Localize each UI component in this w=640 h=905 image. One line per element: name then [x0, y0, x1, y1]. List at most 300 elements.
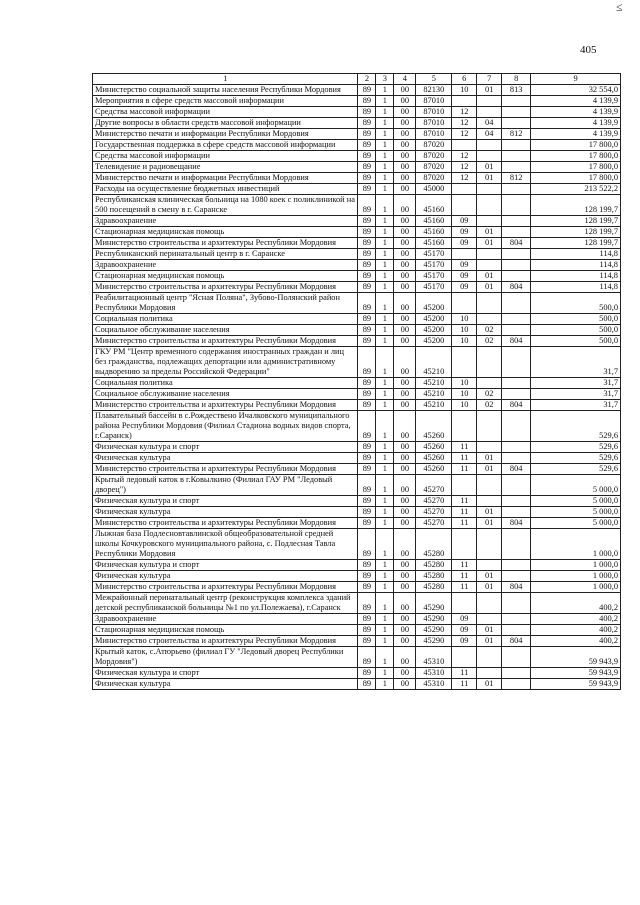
table-row	[93, 378, 621, 389]
item-name-cell: ГКУ РМ "Центр временного содержания иностранных граждан и лиц без гражданства, подлежащих депортации или административному выдворению за пределы Российской Федерации"	[93, 347, 358, 378]
target-code-cell: 45280	[416, 560, 452, 571]
item-name-cell: Министерство строительства и архитектуры Республики Мордовия	[93, 238, 358, 249]
table-row	[93, 614, 621, 625]
target-code-cell: 87010	[416, 118, 452, 129]
target-code-cell: 87010	[416, 129, 452, 140]
item-name-cell: Министерство строительства и архитектуры Республики Мордовия	[93, 582, 358, 593]
target-code-cell: 45200	[416, 314, 452, 325]
code-3-cell: 1	[376, 195, 394, 216]
ministry-code-cell	[502, 496, 531, 507]
subsection-code-cell: 02	[477, 400, 502, 411]
section-code-cell: 12	[452, 129, 477, 140]
amount-cell: 128 199,7	[531, 195, 621, 216]
section-code-cell: 10	[452, 336, 477, 347]
ministry-code-cell	[502, 614, 531, 625]
ministry-code-cell	[502, 96, 531, 107]
target-code-cell: 87020	[416, 162, 452, 173]
code-4-cell: 00	[394, 464, 416, 475]
section-code-cell: 09	[452, 216, 477, 227]
section-code-cell: 11	[452, 571, 477, 582]
target-code-cell: 45270	[416, 507, 452, 518]
section-code-cell	[452, 249, 477, 260]
code-4-cell: 00	[394, 582, 416, 593]
ministry-code-cell	[502, 442, 531, 453]
item-name-cell: Министерство социальной защиты населения Республики Мордовия	[93, 85, 358, 96]
item-name-cell: Физическая культура	[93, 679, 358, 690]
item-name-cell: Министерство печати и информации Республики Мордовия	[93, 173, 358, 184]
table-row	[93, 582, 621, 593]
subsection-code-cell: 02	[477, 336, 502, 347]
section-code-cell: 11	[452, 668, 477, 679]
subsection-code-cell: 04	[477, 118, 502, 129]
amount-cell: 4 139,9	[531, 118, 621, 129]
amount-cell: 1 000,0	[531, 571, 621, 582]
section-code-cell: 11	[452, 679, 477, 690]
item-name-cell: Другие вопросы в области средств массовой информации	[93, 118, 358, 129]
table-row	[93, 140, 621, 151]
code-2-cell: 89	[358, 107, 376, 118]
subsection-code-cell	[477, 96, 502, 107]
table-row	[93, 475, 621, 496]
amount-cell: 128 199,7	[531, 216, 621, 227]
amount-cell: 31,7	[531, 347, 621, 378]
item-name-cell: Телевидение и радиовещание	[93, 162, 358, 173]
section-code-cell: 09	[452, 227, 477, 238]
code-4-cell: 00	[394, 173, 416, 184]
target-code-cell: 45170	[416, 271, 452, 282]
item-name-cell: Физическая культура и спорт	[93, 560, 358, 571]
table-row	[93, 184, 621, 195]
code-2-cell: 89	[358, 668, 376, 679]
code-3-cell: 1	[376, 216, 394, 227]
code-3-cell: 1	[376, 238, 394, 249]
code-3-cell: 1	[376, 314, 394, 325]
code-3-cell: 1	[376, 249, 394, 260]
code-4-cell: 00	[394, 507, 416, 518]
subsection-code-cell	[477, 475, 502, 496]
code-3-cell: 1	[376, 129, 394, 140]
ministry-code-cell	[502, 118, 531, 129]
code-3-cell: 1	[376, 625, 394, 636]
section-code-cell: 12	[452, 162, 477, 173]
amount-cell: 400,2	[531, 625, 621, 636]
table-row	[93, 411, 621, 442]
code-3-cell: 1	[376, 85, 394, 96]
item-name-cell: Стационарная медицинская помощь	[93, 271, 358, 282]
code-2-cell: 89	[358, 325, 376, 336]
code-3-cell: 1	[376, 571, 394, 582]
code-2-cell: 89	[358, 314, 376, 325]
code-3-cell: 1	[376, 184, 394, 195]
subsection-code-cell: 01	[477, 571, 502, 582]
table-row	[93, 453, 621, 464]
code-2-cell: 89	[358, 679, 376, 690]
page-number: 405	[580, 44, 597, 56]
header-row	[93, 74, 621, 85]
section-code-cell: 12	[452, 107, 477, 118]
target-code-cell: 45260	[416, 411, 452, 442]
ministry-code-cell	[502, 227, 531, 238]
item-name-cell: Физическая культура и спорт	[93, 442, 358, 453]
amount-cell: 4 139,9	[531, 129, 621, 140]
target-code-cell: 45310	[416, 668, 452, 679]
amount-cell: 529,6	[531, 442, 621, 453]
subsection-code-cell: 01	[477, 507, 502, 518]
code-2-cell: 89	[358, 647, 376, 668]
target-code-cell: 45310	[416, 679, 452, 690]
target-code-cell: 45160	[416, 238, 452, 249]
ministry-code-cell	[502, 260, 531, 271]
code-4-cell: 00	[394, 336, 416, 347]
code-3-cell: 1	[376, 507, 394, 518]
ministry-code-cell	[502, 389, 531, 400]
subsection-code-cell	[477, 614, 502, 625]
code-2-cell: 89	[358, 496, 376, 507]
amount-cell: 114,8	[531, 282, 621, 293]
table-row	[93, 96, 621, 107]
target-code-cell: 45310	[416, 647, 452, 668]
item-name-cell: Социальная политика	[93, 378, 358, 389]
target-code-cell: 45280	[416, 582, 452, 593]
amount-cell: 128 199,7	[531, 227, 621, 238]
code-4-cell: 00	[394, 282, 416, 293]
code-4-cell: 00	[394, 625, 416, 636]
ministry-code-cell: 804	[502, 282, 531, 293]
code-4-cell: 00	[394, 151, 416, 162]
table-row	[93, 118, 621, 129]
section-code-cell: 09	[452, 260, 477, 271]
section-code-cell	[452, 593, 477, 614]
amount-cell: 400,2	[531, 593, 621, 614]
section-code-cell: 11	[452, 442, 477, 453]
code-3-cell: 1	[376, 529, 394, 560]
code-3-cell: 1	[376, 118, 394, 129]
code-2-cell: 89	[358, 347, 376, 378]
ministry-code-cell	[502, 162, 531, 173]
item-name-cell: Крытый ледовый каток в г.Ковылкино (Филиал ГАУ РМ "Ледовый дворец")	[93, 475, 358, 496]
code-3-cell: 1	[376, 518, 394, 529]
code-2-cell: 89	[358, 625, 376, 636]
ministry-code-cell: 804	[502, 636, 531, 647]
item-name-cell: Государственная поддержка в сфере средств массовой информации	[93, 140, 358, 151]
item-name-cell: Здравоохранение	[93, 216, 358, 227]
ministry-code-cell	[502, 571, 531, 582]
subsection-code-cell: 01	[477, 162, 502, 173]
code-3-cell: 1	[376, 271, 394, 282]
subsection-code-cell	[477, 293, 502, 314]
code-3-cell: 1	[376, 293, 394, 314]
section-code-cell: 10	[452, 389, 477, 400]
code-2-cell: 89	[358, 411, 376, 442]
budget-table	[92, 73, 621, 690]
ministry-code-cell	[502, 314, 531, 325]
ministry-code-cell: 804	[502, 238, 531, 249]
amount-cell: 5 000,0	[531, 496, 621, 507]
section-code-cell: 10	[452, 378, 477, 389]
table-row	[93, 85, 621, 96]
table-row	[93, 260, 621, 271]
item-name-cell: Министерство строительства и архитектуры Республики Мордовия	[93, 518, 358, 529]
table-row	[93, 216, 621, 227]
section-code-cell: 10	[452, 325, 477, 336]
section-code-cell	[452, 647, 477, 668]
code-3-cell: 1	[376, 227, 394, 238]
amount-cell: 1 000,0	[531, 529, 621, 560]
subsection-code-cell	[477, 378, 502, 389]
ministry-code-cell	[502, 560, 531, 571]
table-row	[93, 571, 621, 582]
ministry-code-cell	[502, 475, 531, 496]
code-2-cell: 89	[358, 118, 376, 129]
ministry-code-cell	[502, 216, 531, 227]
code-4-cell: 00	[394, 271, 416, 282]
header-cell: 1	[93, 74, 358, 85]
code-4-cell: 00	[394, 496, 416, 507]
subsection-code-cell	[477, 647, 502, 668]
code-4-cell: 00	[394, 227, 416, 238]
code-3-cell: 1	[376, 107, 394, 118]
subsection-code-cell	[477, 195, 502, 216]
code-3-cell: 1	[376, 453, 394, 464]
ministry-code-cell	[502, 107, 531, 118]
target-code-cell: 45270	[416, 496, 452, 507]
code-3-cell: 1	[376, 442, 394, 453]
item-name-cell: Министерство печати и информации Республики Мордовия	[93, 129, 358, 140]
subsection-code-cell	[477, 496, 502, 507]
table-row	[93, 529, 621, 560]
code-2-cell: 89	[358, 249, 376, 260]
code-3-cell: 1	[376, 400, 394, 411]
item-name-cell: Министерство строительства и архитектуры Республики Мордовия	[93, 400, 358, 411]
ministry-code-cell: 804	[502, 464, 531, 475]
ministry-code-cell	[502, 195, 531, 216]
section-code-cell	[452, 411, 477, 442]
ministry-code-cell	[502, 140, 531, 151]
subsection-code-cell: 01	[477, 464, 502, 475]
subsection-code-cell	[477, 107, 502, 118]
item-name-cell: Стационарная медицинская помощь	[93, 625, 358, 636]
section-code-cell: 11	[452, 496, 477, 507]
code-2-cell: 89	[358, 529, 376, 560]
code-2-cell: 89	[358, 293, 376, 314]
subsection-code-cell	[477, 347, 502, 378]
table-row	[93, 442, 621, 453]
code-3-cell: 1	[376, 140, 394, 151]
code-3-cell: 1	[376, 325, 394, 336]
target-code-cell: 45290	[416, 636, 452, 647]
section-code-cell: 10	[452, 314, 477, 325]
target-code-cell: 45210	[416, 389, 452, 400]
subsection-code-cell	[477, 184, 502, 195]
amount-cell: 529,6	[531, 411, 621, 442]
table-row	[93, 464, 621, 475]
subsection-code-cell: 01	[477, 238, 502, 249]
table-row	[93, 593, 621, 614]
section-code-cell	[452, 475, 477, 496]
code-2-cell: 89	[358, 378, 376, 389]
code-3-cell: 1	[376, 593, 394, 614]
section-code-cell: 09	[452, 625, 477, 636]
item-name-cell: Здравоохранение	[93, 614, 358, 625]
subsection-code-cell	[477, 249, 502, 260]
section-code-cell	[452, 195, 477, 216]
ministry-code-cell: 812	[502, 173, 531, 184]
section-code-cell: 10	[452, 85, 477, 96]
code-4-cell: 00	[394, 400, 416, 411]
code-4-cell: 00	[394, 325, 416, 336]
table-row	[93, 647, 621, 668]
code-3-cell: 1	[376, 389, 394, 400]
code-4-cell: 00	[394, 216, 416, 227]
code-2-cell: 89	[358, 571, 376, 582]
code-3-cell: 1	[376, 347, 394, 378]
amount-cell: 31,7	[531, 389, 621, 400]
ministry-code-cell	[502, 625, 531, 636]
target-code-cell: 45210	[416, 347, 452, 378]
table-row	[93, 325, 621, 336]
target-code-cell: 45200	[416, 293, 452, 314]
ministry-code-cell	[502, 453, 531, 464]
code-2-cell: 89	[358, 140, 376, 151]
item-name-cell: Физическая культура и спорт	[93, 668, 358, 679]
subsection-code-cell: 01	[477, 679, 502, 690]
header-cell: 3	[376, 74, 394, 85]
table-row	[93, 129, 621, 140]
code-3-cell: 1	[376, 173, 394, 184]
ministry-code-cell: 813	[502, 85, 531, 96]
item-name-cell: Министерство строительства и архитектуры Республики Мордовия	[93, 282, 358, 293]
code-4-cell: 00	[394, 347, 416, 378]
item-name-cell: Реабилитационный центр "Ясная Поляна", Зубово-Полянский район Республики Мордовия	[93, 293, 358, 314]
code-2-cell: 89	[358, 151, 376, 162]
ministry-code-cell: 804	[502, 518, 531, 529]
section-code-cell	[452, 96, 477, 107]
table-row	[93, 293, 621, 314]
subsection-code-cell: 01	[477, 582, 502, 593]
code-2-cell: 89	[358, 518, 376, 529]
item-name-cell: Республиканская клиническая больница на 1080 коек с поликлиникой на 500 посещений в смену в г. Саранске	[93, 195, 358, 216]
code-4-cell: 00	[394, 442, 416, 453]
code-2-cell: 89	[358, 96, 376, 107]
code-3-cell: 1	[376, 496, 394, 507]
code-2-cell: 89	[358, 400, 376, 411]
code-2-cell: 89	[358, 216, 376, 227]
table-row	[93, 162, 621, 173]
ministry-code-cell	[502, 249, 531, 260]
item-name-cell: Здравоохранение	[93, 260, 358, 271]
target-code-cell: 87010	[416, 107, 452, 118]
ministry-code-cell	[502, 529, 531, 560]
amount-cell: 500,0	[531, 336, 621, 347]
amount-cell: 400,2	[531, 636, 621, 647]
item-name-cell: Социальное обслуживание населения	[93, 389, 358, 400]
amount-cell: 500,0	[531, 293, 621, 314]
section-code-cell	[452, 347, 477, 378]
section-code-cell: 09	[452, 271, 477, 282]
target-code-cell: 87020	[416, 140, 452, 151]
target-code-cell: 45270	[416, 518, 452, 529]
ministry-code-cell	[502, 679, 531, 690]
amount-cell: 400,2	[531, 614, 621, 625]
code-2-cell: 89	[358, 260, 376, 271]
item-name-cell: Средства массовой информации	[93, 151, 358, 162]
amount-cell: 32 554,0	[531, 85, 621, 96]
section-code-cell: 11	[452, 560, 477, 571]
target-code-cell: 45260	[416, 442, 452, 453]
amount-cell: 529,6	[531, 464, 621, 475]
table-row	[93, 636, 621, 647]
section-code-cell: 09	[452, 238, 477, 249]
target-code-cell: 45290	[416, 614, 452, 625]
subsection-code-cell: 04	[477, 129, 502, 140]
code-2-cell: 89	[358, 195, 376, 216]
item-name-cell: Лыжная база Подлесновтавлинской общеобразовательной средней школы Кочкуровского муниципального района, с. Подлесная Тавла Республики Мордовия	[93, 529, 358, 560]
code-2-cell: 89	[358, 184, 376, 195]
subsection-code-cell	[477, 151, 502, 162]
code-4-cell: 00	[394, 529, 416, 560]
section-code-cell: 09	[452, 614, 477, 625]
code-3-cell: 1	[376, 464, 394, 475]
target-code-cell: 87010	[416, 96, 452, 107]
code-4-cell: 00	[394, 260, 416, 271]
subsection-code-cell	[477, 216, 502, 227]
code-2-cell: 89	[358, 593, 376, 614]
subsection-code-cell	[477, 593, 502, 614]
target-code-cell: 45170	[416, 282, 452, 293]
code-2-cell: 89	[358, 271, 376, 282]
subsection-code-cell	[477, 668, 502, 679]
item-name-cell: Физическая культура	[93, 453, 358, 464]
ministry-code-cell	[502, 347, 531, 378]
target-code-cell: 82130	[416, 85, 452, 96]
table-row	[93, 151, 621, 162]
ministry-code-cell	[502, 325, 531, 336]
code-3-cell: 1	[376, 378, 394, 389]
amount-cell: 17 800,0	[531, 151, 621, 162]
code-3-cell: 1	[376, 475, 394, 496]
code-2-cell: 89	[358, 282, 376, 293]
table-row	[93, 282, 621, 293]
table-row	[93, 107, 621, 118]
code-3-cell: 1	[376, 668, 394, 679]
target-code-cell: 45000	[416, 184, 452, 195]
code-4-cell: 00	[394, 140, 416, 151]
section-code-cell: 12	[452, 173, 477, 184]
item-name-cell: Межрайонный перинатальный центр (реконструкция комплекса зданий детской республиканской больницы №1 по ул.Полежаева), г.Саранск	[93, 593, 358, 614]
code-2-cell: 89	[358, 238, 376, 249]
item-name-cell: Мероприятия в сфере средств массовой информации	[93, 96, 358, 107]
amount-cell: 59 943,9	[531, 679, 621, 690]
amount-cell: 4 139,9	[531, 96, 621, 107]
target-code-cell: 45170	[416, 249, 452, 260]
amount-cell: 114,8	[531, 260, 621, 271]
ministry-code-cell	[502, 411, 531, 442]
header-cell: 7	[477, 74, 502, 85]
code-4-cell: 00	[394, 249, 416, 260]
section-code-cell	[452, 529, 477, 560]
code-3-cell: 1	[376, 96, 394, 107]
amount-cell: 31,7	[531, 378, 621, 389]
section-code-cell: 09	[452, 282, 477, 293]
target-code-cell: 45160	[416, 227, 452, 238]
header-cell: 2	[358, 74, 376, 85]
item-name-cell: Социальное обслуживание населения	[93, 325, 358, 336]
table-row	[93, 668, 621, 679]
header-cell: 4	[394, 74, 416, 85]
item-name-cell: Министерство строительства и архитектуры Республики Мордовия	[93, 636, 358, 647]
target-code-cell: 45210	[416, 378, 452, 389]
amount-cell: 128 199,7	[531, 238, 621, 249]
